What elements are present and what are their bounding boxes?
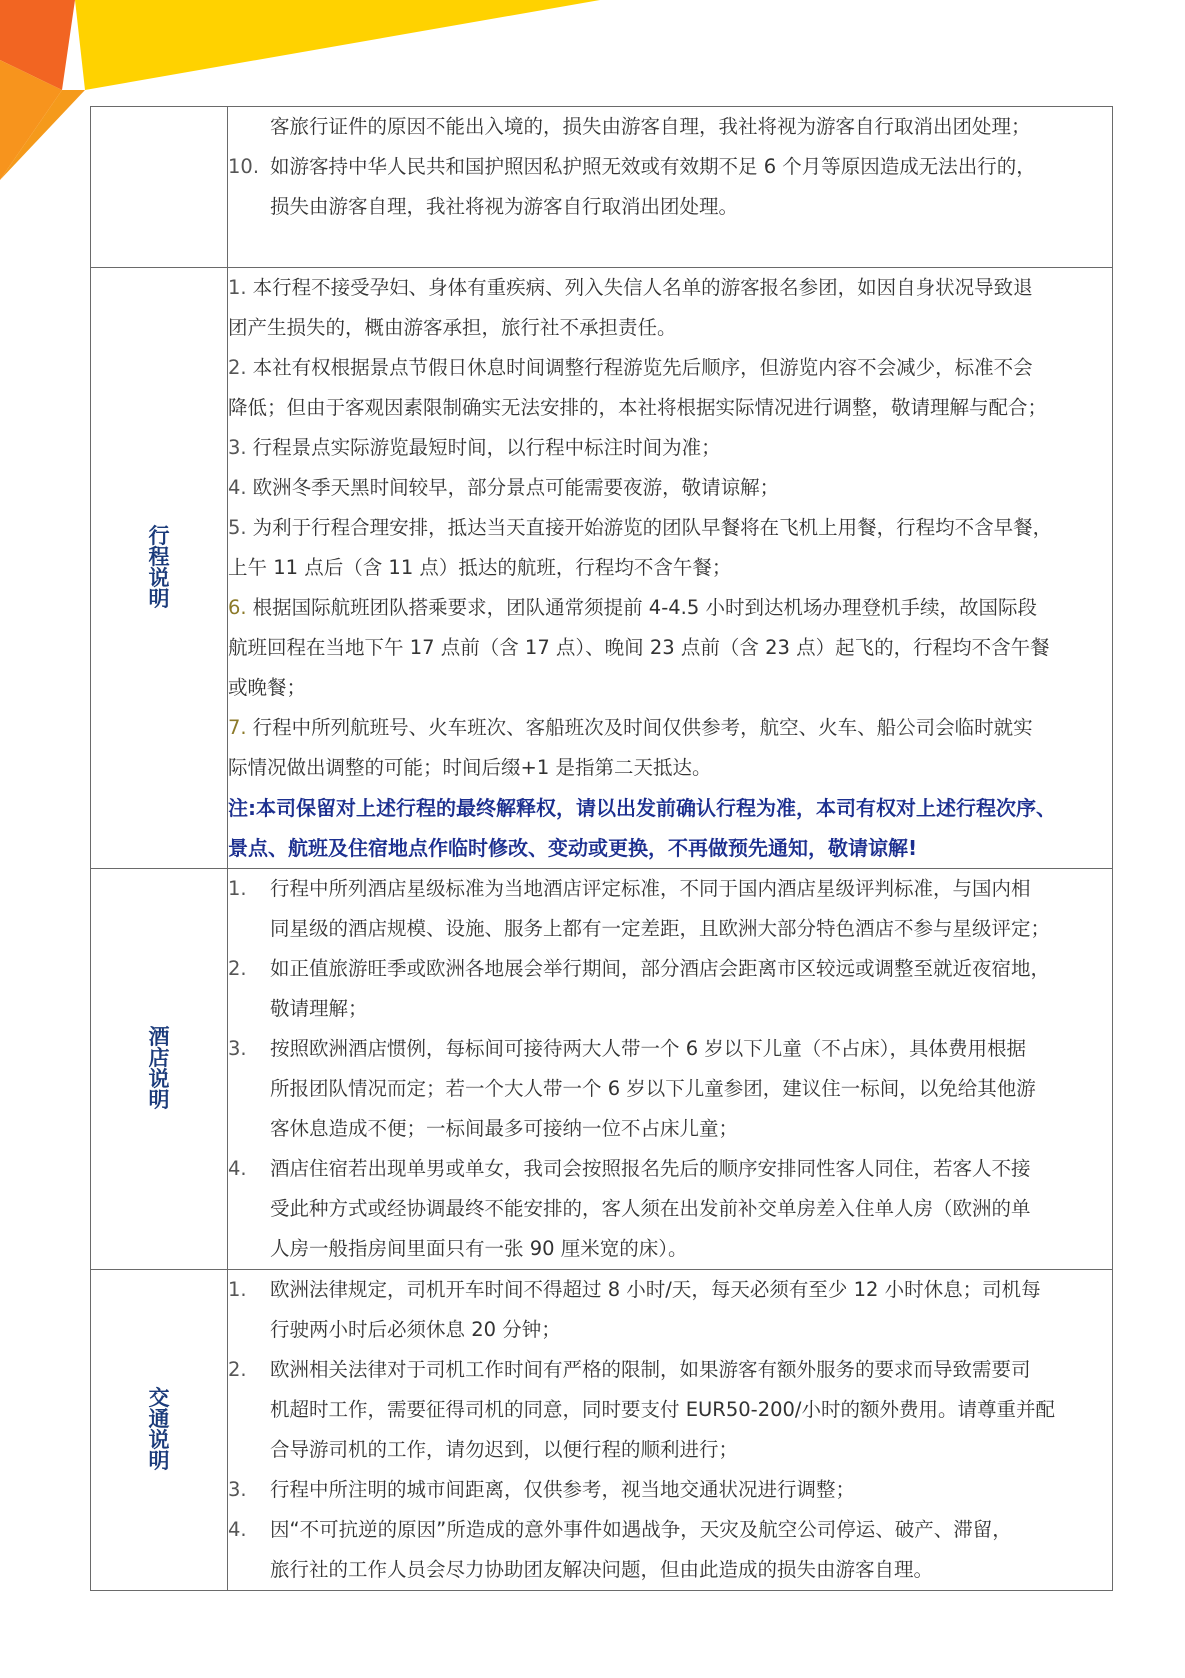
text-line: 损失由游客自理，我社将视为游客自行取消出团处理。 bbox=[270, 195, 739, 218]
section-label-cell bbox=[91, 268, 228, 869]
list-item bbox=[228, 428, 1112, 468]
item-text: 根据国际航班团队搭乘要求，团队通常须提前 4-4.5 小时到达机场办理登机手续，故国际段 bbox=[252, 596, 1037, 619]
list-item bbox=[228, 1470, 1112, 1510]
content-cell bbox=[228, 869, 1113, 1270]
list-item bbox=[228, 508, 1112, 548]
text-line: 受此种方式或经协调最终不能安排的，客人须在出发前补交单房差入住单人房（欧洲的单 bbox=[270, 1197, 1031, 1220]
info-table bbox=[90, 106, 1113, 1591]
item-number: 6. bbox=[228, 596, 247, 619]
list-item bbox=[228, 1510, 1112, 1550]
text-line: 客休息造成不便；一标间最多可接纳一位不占床儿童； bbox=[270, 1117, 739, 1140]
item-number: 1. bbox=[228, 276, 247, 299]
item-text: 本行程不接受孕妇、身体有重疾病、列入失信人名单的游客报名参团，如因自身状况导致退 bbox=[252, 276, 1033, 299]
list-item bbox=[228, 869, 1112, 909]
text-line: 所报团队情况而定；若一个大人带一个 6 岁以下儿童参团，建议住一标间，以免给其他游 bbox=[270, 1077, 1036, 1100]
content-cell bbox=[228, 107, 1113, 268]
item-number: 3. bbox=[228, 436, 247, 459]
item-number: 3. bbox=[228, 1037, 247, 1060]
item-number: 1. bbox=[228, 1278, 247, 1301]
item-number: 2. bbox=[228, 1358, 247, 1381]
section-label-transport: 交通说明 bbox=[148, 1386, 170, 1473]
text-line: 客旅行证件的原因不能出入境的，损失由游客自理，我社将视为游客自行取消出团处理； bbox=[270, 115, 1031, 138]
item-text: 行程中所列航班号、火车班次、客船班次及时间仅供参考，航空、火车、船公司会临时就实 bbox=[252, 716, 1033, 739]
text-line: 或晚餐； bbox=[228, 676, 307, 699]
item-number: 4. bbox=[228, 1157, 247, 1180]
item-text: 行程景点实际游览最短时间，以行程中标注时间为准； bbox=[252, 436, 721, 459]
list-item bbox=[228, 268, 1112, 308]
section-label-cell bbox=[91, 1270, 228, 1591]
content-cell bbox=[228, 1270, 1113, 1591]
text-line: 合导游司机的工作，请勿迟到，以便行程的顺利进行； bbox=[270, 1438, 739, 1461]
item-text: 如游客持中华人民共和国护照因私护照无效或有效期不足 6 个月等原因造成无法出行的， bbox=[270, 155, 1036, 178]
item-number: 2. bbox=[228, 957, 247, 980]
item-text: 欧洲冬季天黑时间较早，部分景点可能需要夜游，敬请谅解； bbox=[252, 476, 780, 499]
item-text: 按照欧洲酒店惯例，每标间可接待两大人带一个 6 岁以下儿童（不占床），具体费用根据 bbox=[270, 1037, 1027, 1060]
text-line: 人房一般指房间里面只有一张 90 厘米宽的床）。 bbox=[270, 1237, 688, 1260]
list-item bbox=[228, 468, 1112, 508]
text-line: 机超时工作，需要征得司机的同意，同时要支付 EUR50-200/小时的额外费用。请尊重并配 bbox=[270, 1398, 1055, 1421]
list-item bbox=[228, 147, 1112, 187]
section-label-itinerary: 行程说明 bbox=[148, 524, 170, 611]
list-item bbox=[228, 949, 1112, 989]
table-row bbox=[91, 869, 1113, 1270]
table-row bbox=[91, 268, 1113, 869]
item-number: 1. bbox=[228, 877, 247, 900]
section-label-cell bbox=[91, 869, 228, 1270]
list-item bbox=[228, 348, 1112, 388]
text-line: 敬请理解； bbox=[270, 997, 368, 1020]
item-text: 欧洲相关法律对于司机工作时间有严格的限制，如果游客有额外服务的要求而导致需要司 bbox=[270, 1358, 1031, 1381]
item-number: 2. bbox=[228, 356, 247, 379]
list-item bbox=[228, 588, 1112, 628]
item-text: 因“不可抗逆的原因”所造成的意外事件如遇战争，天灾及航空公司停运、破产、滞留， bbox=[270, 1518, 1012, 1541]
item-text: 行程中所列酒店星级标准为当地酒店评定标准，不同于国内酒店星级评判标准，与国内相 bbox=[270, 877, 1031, 900]
list-item bbox=[228, 1270, 1112, 1310]
disclaimer-note: 景点、航班及住宿地点作临时修改、变动或更换，不再做预先通知，敬请谅解! bbox=[228, 836, 918, 860]
item-text: 为利于行程合理安排，抵达当天直接开始游览的团队早餐将在飞机上用餐，行程均不含早餐， bbox=[252, 516, 1053, 539]
table-row bbox=[91, 107, 1113, 268]
list-item bbox=[228, 1029, 1112, 1069]
content-cell bbox=[228, 268, 1113, 869]
item-text: 欧洲法律规定，司机开车时间不得超过 8 小时/天，每天必须有至少 12 小时休息；司机每 bbox=[270, 1278, 1041, 1301]
text-line: 同星级的酒店规模、设施、服务上都有一定差距，且欧洲大部分特色酒店不参与星级评定； bbox=[270, 917, 1051, 940]
section-label-hotel: 酒店说明 bbox=[148, 1025, 170, 1112]
text-line: 旅行社的工作人员会尽力协助团友解决问题，但由此造成的损失由游客自理。 bbox=[270, 1558, 934, 1581]
item-text: 酒店住宿若出现单男或单女，我司会按照报名先后的顺序安排同性客人同住，若客人不接 bbox=[270, 1157, 1031, 1180]
text-line: 际情况做出调整的可能；时间后缀+1 是指第二天抵达。 bbox=[228, 756, 712, 779]
item-number: 4. bbox=[228, 1518, 247, 1541]
list-item bbox=[228, 1350, 1112, 1390]
item-text: 本社有权根据景点节假日休息时间调整行程游览先后顺序，但游览内容不会减少，标准不会 bbox=[252, 356, 1033, 379]
list-item bbox=[228, 1149, 1112, 1189]
item-number: 10. bbox=[228, 155, 260, 178]
item-number: 5. bbox=[228, 516, 247, 539]
table-row bbox=[91, 1270, 1113, 1591]
text-line: 行驶两小时后必须休息 20 分钟； bbox=[270, 1318, 561, 1341]
text-line: 航班回程在当地下午 17 点前（含 17 点）、晚间 23 点前（含 23 点）起飞的，行程均不含午餐 bbox=[228, 636, 1050, 659]
list-item bbox=[228, 708, 1112, 748]
text-line: 团产生损失的，概由游客承担，旅行社不承担责任。 bbox=[228, 316, 677, 339]
item-number: 4. bbox=[228, 476, 247, 499]
text-line: 上午 11 点后（含 11 点）抵达的航班，行程均不含午餐； bbox=[228, 556, 732, 579]
text-line: 降低；但由于客观因素限制确实无法安排的，本社将根据实际情况进行调整，敬请理解与配合； bbox=[228, 396, 1048, 419]
item-number: 7. bbox=[228, 716, 247, 739]
empty-label-cell bbox=[91, 107, 228, 268]
item-text: 行程中所注明的城市间距离，仅供参考，视当地交通状况进行调整； bbox=[270, 1478, 856, 1501]
item-text: 如正值旅游旺季或欧洲各地展会举行期间，部分酒店会距离市区较远或调整至就近夜宿地， bbox=[270, 957, 1051, 980]
item-number: 3. bbox=[228, 1478, 247, 1501]
disclaimer-note: 注:本司保留对上述行程的最终解释权，请以出发前确认行程为准，本司有权对上述行程次序、 bbox=[228, 796, 1056, 820]
